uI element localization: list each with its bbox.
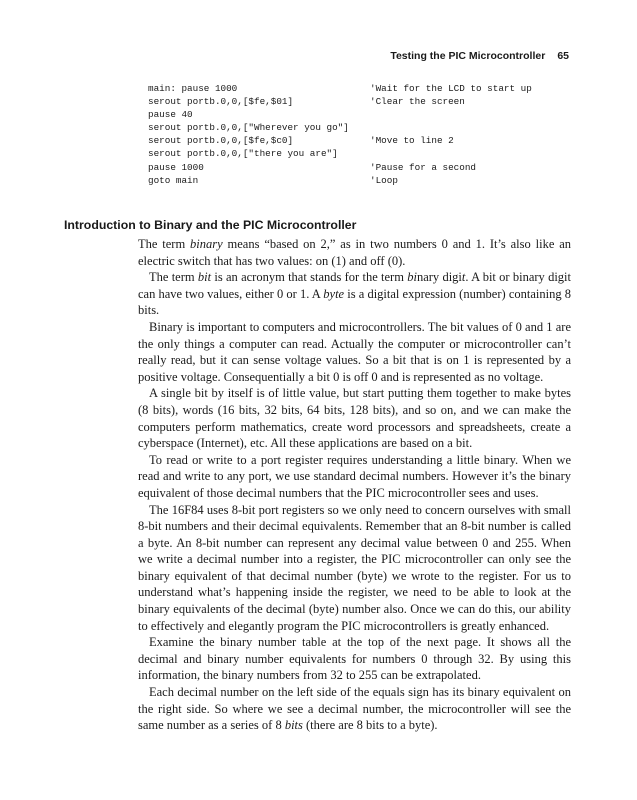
paragraph: Each decimal number on the left side of the equals sign has its binary equivalent on the right side. So where we see a decimal number, the microcontroller will see the same number as a series of 8 bits (there are 8 bits to a byte). <box>138 685 571 733</box>
code-command: serout portb.0,0,["Wherever you go"] <box>148 122 349 134</box>
code-comment: 'Wait for the LCD to start up <box>370 83 532 94</box>
code-line <box>148 121 588 134</box>
code-command: main: pause 1000 <box>148 83 238 94</box>
paragraph: The term bit is an acronym that stands for the term binary digit. A bit or binary digit can have two values, either 0 or 1. A byte is a digital expression (number) containing 8 bits. <box>138 270 571 318</box>
code-command: goto main <box>148 174 199 186</box>
code-command: serout portb.0,0,["there you are"] <box>148 148 338 160</box>
paragraph: Examine the binary number table at the top of the next page. It shows all the decimal and binary number equivalents for numbers 0 through 32. By using this information, the binary numbers from 32 to 255 can be extrapolated. <box>138 635 571 683</box>
code-line <box>148 82 588 95</box>
code-line <box>148 108 588 121</box>
code-comment: 'Clear the screen <box>370 96 465 108</box>
code-listing <box>148 82 588 187</box>
code-line <box>148 95 588 108</box>
code-command: serout portb.0,0,[$fe,$01] <box>148 96 294 108</box>
section-heading: Introduction to Binary and the PIC Microcontroller <box>64 218 357 232</box>
code-comment: 'Loop <box>370 174 398 186</box>
paragraph: To read or write to a port register requires understanding a little binary. When we read and write to any port, we use standard decimal numbers. However it’s the binary equivalent of those decimal numbers that the PIC microcontroller sees and uses. <box>138 452 571 500</box>
paragraph: The term binary means “based on 2,” as in two numbers 0 and 1. It’s also like an electric switch that has two values: on (1) and off (0). <box>138 237 572 268</box>
page-number: 65 <box>557 50 569 62</box>
running-title: Testing the PIC Microcontroller <box>390 50 546 62</box>
code-command: pause 40 <box>148 109 193 121</box>
code-comment: 'Move to line 2 <box>370 135 454 147</box>
code-line <box>148 147 588 160</box>
code-line <box>148 134 588 147</box>
code-command: serout portb.0,0,[$fe,$c0] <box>148 135 294 147</box>
code-command: pause 1000 <box>148 161 204 173</box>
paragraph: The 16F84 uses 8-bit port registers so we only need to concern ourselves with small 8-bit numbers and their decimal equivalents. Remember that an 8-bit number is called a byte. An 8-bit number can represent any decimal value between 0 and 255. When we write a decimal number into a register, the PIC microcontroller can only see the binary equivalent of that decimal number (byte) we wrote to the register. For us to understand what’s happening inside the register, we need to be able to look at the binary equivalents of the decimal (byte) number also. Once we can do this, our ability to effectively and elegantly program the PIC microcontrollers is greatly enhanced. <box>138 502 571 633</box>
code-line <box>148 161 588 174</box>
paragraph: Binary is important to computers and microcontrollers. The bit values of 0 and 1 are the only things a computer can read. Actually the computer or microcontroller can’t really read, but it can sense voltage values. So a bit that is on 1 is represented by a positive voltage. Consequentially a bit 0 is off 0 and is represented as no voltage. <box>138 319 571 384</box>
body-text <box>138 236 571 734</box>
code-line <box>148 174 588 187</box>
running-header <box>390 50 569 62</box>
paragraph: A single bit by itself is of little value, but start putting them together to make bytes (8 bits), words (16 bits, 32 bits, 64 bits, 128 bits), and so on, and we can make the computers perform mathematics, create word processors and spreadsheets, create a cyberspace (Internet), etc. All these applications are based on a bit. <box>138 386 571 451</box>
code-comment: 'Pause for a second <box>370 161 477 173</box>
